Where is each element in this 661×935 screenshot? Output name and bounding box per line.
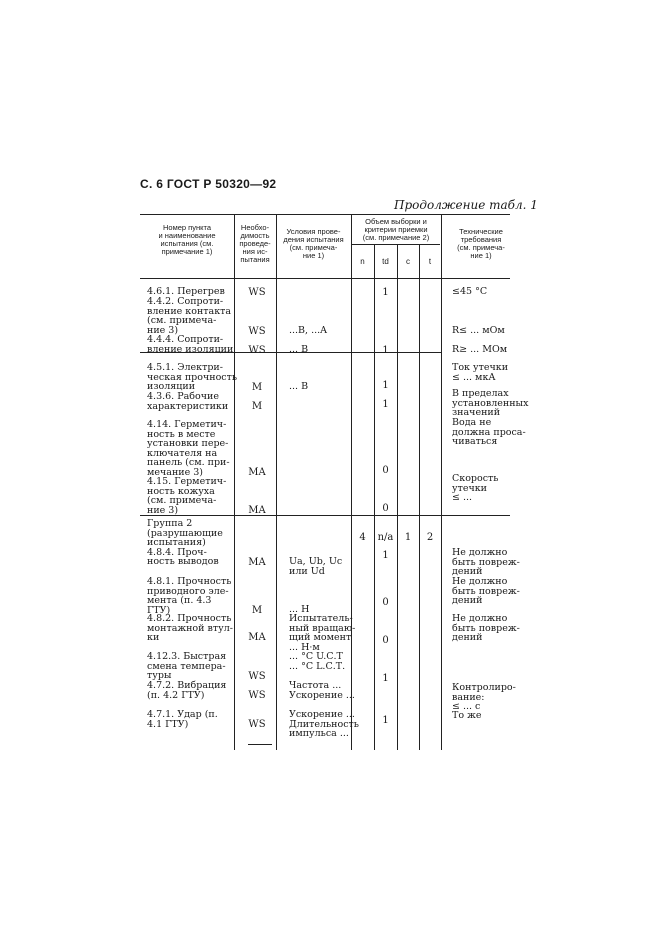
need-column-end	[248, 744, 272, 745]
table-row-n: 4	[359, 532, 366, 543]
text-line: быть повреж-	[452, 622, 520, 634]
col-divider-2	[276, 214, 277, 750]
text-line: ≤ ... мкА	[452, 371, 496, 383]
table-row-requirement	[452, 577, 518, 606]
text-line: (см. примечание 2)	[362, 233, 430, 242]
text-line: 4.8.1. Прочность	[147, 576, 232, 587]
table-row-td: 1	[382, 550, 389, 561]
table-row-conditions	[289, 710, 359, 739]
table-row-item	[147, 519, 236, 567]
table-row-requirement	[452, 614, 518, 643]
table-row-td: 0	[382, 465, 389, 476]
table-row-necessity: MA	[248, 505, 266, 516]
text-line: Не должно	[452, 613, 508, 624]
text-line: установленных	[452, 397, 529, 409]
text-line: (см. примеча-	[147, 495, 217, 507]
table-row-requirement	[452, 683, 518, 712]
text-line: ≤45 °C	[452, 286, 488, 297]
table-row-requirement	[452, 326, 518, 336]
table-row-conditions	[289, 345, 359, 355]
text-line: вление контакта	[147, 305, 232, 317]
table-header-rule	[140, 278, 510, 279]
text-line: критерии приемки	[364, 225, 428, 234]
table-row-necessity: M	[251, 605, 263, 616]
text-line: ≤ ... с	[452, 701, 481, 713]
text-line: ... B	[289, 344, 309, 355]
text-line: вание:	[452, 691, 485, 703]
text-line: дения испытания	[283, 235, 344, 244]
table-row-conditions	[289, 652, 359, 671]
text-line: Условия прове-	[286, 227, 341, 236]
header-t: t	[428, 257, 432, 266]
text-line: Скорость	[452, 473, 499, 484]
text-line: Частота ...	[289, 680, 342, 691]
col-divider-7	[441, 214, 442, 750]
text-line: ния ис-	[242, 247, 268, 256]
text-line: Вода не	[452, 417, 492, 428]
table-row-requirement	[452, 363, 518, 382]
table-row-td: 1	[382, 673, 389, 684]
text-line: ...B, ...A	[289, 325, 327, 336]
text-line: характеристики	[147, 400, 229, 412]
text-line: Ua, Ub, Uc	[289, 556, 343, 567]
table-row-requirement	[452, 388, 529, 419]
text-line: Ускорение ...	[289, 689, 355, 701]
header-n: n	[360, 257, 365, 266]
table-row-necessity: WS	[248, 690, 266, 701]
table-row-td: 0	[382, 635, 389, 646]
text-line: ный вращаю-	[289, 622, 356, 634]
text-line: 4.1 ГТУ)	[147, 718, 189, 730]
text-line: ность в месте	[147, 428, 216, 440]
table-row-necessity: WS	[248, 719, 266, 730]
text-line: 4.5.1. Электри-	[147, 362, 223, 373]
table-row-necessity: M	[251, 401, 263, 412]
table-row-t: 2	[426, 532, 434, 543]
page-title: С. 6 ГОСТ Р 50320—92	[140, 177, 277, 191]
table-row-item	[147, 652, 236, 681]
text-line: (см. примеча-	[147, 315, 217, 327]
text-line: 4.15. Герметич-	[147, 476, 227, 487]
text-line: ... °С U.С.Т	[289, 651, 343, 662]
col-divider-6	[419, 244, 420, 750]
text-line: 4.4.2. Сопроти-	[147, 296, 224, 307]
text-line: проведе-	[239, 239, 271, 248]
table-row-td: 1	[382, 287, 389, 298]
text-line: панель (см. при-	[147, 457, 230, 469]
text-line: Объем выборки и	[365, 217, 427, 226]
table-row-necessity: WS	[248, 326, 266, 337]
text-line: ние 1)	[302, 251, 325, 260]
text-line: или Ud	[289, 565, 325, 577]
text-line: 4.6.1. Перегрев	[147, 286, 225, 297]
text-line: (п. 4.2 ГТУ)	[147, 689, 205, 701]
text-line: ... B	[289, 381, 309, 392]
text-line: R≥ ... МОм	[452, 344, 508, 355]
text-line: смена темпера-	[147, 660, 226, 672]
text-line: должна проса-	[452, 426, 526, 438]
text-line: 4.8.4. Проч-	[147, 546, 207, 558]
text-line: R≤ ... мОм	[452, 325, 505, 336]
table-row-necessity: WS	[248, 345, 266, 356]
table-row-item	[147, 420, 236, 478]
table-row-item	[147, 577, 236, 615]
group-header-rule	[351, 244, 440, 245]
table-row-necessity: WS	[248, 287, 266, 298]
table-row-conditions	[289, 681, 359, 700]
text-line: Не должно	[452, 547, 508, 558]
text-line: Длительность	[289, 718, 359, 730]
header-necessity	[234, 224, 276, 264]
table-row-requirement	[452, 287, 518, 297]
text-line: ние 1)	[470, 251, 492, 260]
table-row-td: 1	[382, 715, 389, 726]
text-line: быть повреж-	[452, 556, 520, 568]
text-line: испытания (см.	[160, 239, 214, 248]
table-row-necessity: M	[251, 382, 263, 393]
header-td: td	[382, 257, 389, 266]
text-line: (см. примеча-	[457, 243, 505, 252]
text-line: ≤ ...	[452, 492, 473, 504]
text-line: ческая прочность	[147, 371, 238, 383]
text-line: Номер пункта	[162, 223, 211, 232]
text-line: импульса ...	[289, 728, 349, 740]
header-sample-group	[351, 218, 441, 242]
text-line: Ускорение ...	[289, 709, 355, 720]
table-row-item	[147, 363, 236, 392]
text-line: дений	[452, 632, 483, 644]
table-row-conditions	[289, 614, 359, 652]
text-line: дений	[452, 566, 483, 578]
table-row-requirement	[452, 711, 518, 721]
table-row-td: 0	[382, 503, 389, 514]
table-row-td: 1	[382, 380, 389, 391]
text-line: ключателя на	[147, 447, 218, 459]
text-line: испытания)	[147, 537, 206, 549]
text-line: Технические	[459, 227, 503, 236]
table-row-item	[147, 477, 236, 515]
text-line: Не должно	[452, 576, 508, 587]
text-line: 4.8.2. Прочность	[147, 613, 232, 624]
text-line: ние 3)	[147, 504, 179, 516]
table-row-c: 1	[404, 532, 412, 543]
table-row-td: 0	[382, 597, 389, 608]
text-line: То же	[452, 710, 482, 721]
text-line: димость	[240, 231, 270, 240]
table-row-necessity: MA	[248, 632, 266, 643]
text-line: приводного эле-	[147, 585, 229, 597]
text-line: Необхо-	[240, 223, 270, 232]
table-row-conditions	[289, 382, 359, 392]
text-line: Группа 2	[147, 518, 193, 529]
text-line: Контролиро-	[452, 682, 516, 693]
header-tech-requirements	[441, 228, 521, 260]
table-row-conditions	[289, 557, 359, 576]
table-row-requirement	[452, 548, 518, 577]
text-line: дений	[452, 595, 483, 607]
text-line: (см. примеча-	[289, 243, 338, 252]
table-row-requirement	[452, 417, 526, 448]
col-divider-5	[397, 244, 398, 750]
table-row-td: 1	[382, 399, 389, 410]
table-row-necessity: MA	[248, 467, 266, 478]
text-line: 4.14. Герметич-	[147, 419, 227, 430]
text-line: 4.3.6. Рабочие	[147, 391, 219, 402]
header-c: c	[406, 257, 410, 266]
table-row-requirement	[452, 345, 518, 355]
text-line: Ток утечки	[452, 362, 509, 373]
text-line: требования	[460, 235, 502, 244]
text-line: установки пере-	[147, 438, 229, 450]
text-line: ... Н·м	[289, 641, 320, 653]
header-item-number	[140, 224, 234, 256]
table-row-item	[147, 392, 236, 411]
text-line: изоляции	[147, 381, 196, 393]
text-line: чиваться	[452, 436, 498, 448]
table-top-rule	[140, 214, 510, 215]
text-line: быть повреж-	[452, 585, 520, 597]
text-line: мечание 3)	[147, 466, 204, 478]
table-row-item	[147, 614, 236, 643]
text-line: примечание 1)	[161, 247, 213, 256]
table-row-necessity: WS	[248, 671, 266, 682]
text-line: пытания	[240, 255, 270, 264]
text-line: Испытатель-	[289, 613, 353, 624]
text-line: 4.4.4. Сопроти-	[147, 334, 224, 345]
text-line: ность кожуха	[147, 485, 215, 497]
text-line: ние 3)	[147, 324, 179, 336]
table-row-conditions	[289, 326, 359, 336]
table-row-item	[147, 710, 236, 729]
table-row-necessity: MA	[248, 557, 266, 568]
text-line: 4.7.1. Удар (п.	[147, 709, 218, 720]
table-row-item	[147, 681, 236, 700]
text-line: значений	[452, 407, 501, 419]
text-line: ... Н	[289, 604, 310, 615]
table-row-item	[147, 335, 236, 354]
text-line: и наименование	[158, 231, 216, 240]
text-line: мента (п. 4.3	[147, 595, 212, 607]
text-line: 4.12.3. Быстрая	[147, 651, 227, 662]
table-continuation-label: Продолжение табл. 1	[394, 198, 538, 212]
table-row-requirement	[452, 474, 518, 503]
text-line: (разрушающие	[147, 527, 223, 539]
text-line: ГТУ)	[147, 604, 171, 616]
text-line: 4.7.2. Вибрация	[147, 680, 227, 691]
text-line: ки	[147, 632, 160, 644]
text-line: туры	[147, 670, 172, 682]
table-row-td: 1	[382, 345, 389, 356]
text-line: утечки	[452, 482, 488, 494]
header-conditions	[276, 228, 351, 260]
text-line: ность выводов	[147, 556, 219, 568]
text-line: монтажной втул-	[147, 622, 233, 634]
text-line: В пределах	[452, 388, 509, 399]
text-line: щий момент	[289, 632, 352, 644]
text-line: вление изоляции	[147, 343, 234, 355]
table-row-item	[147, 297, 236, 335]
text-line: ... °С L.С.Т.	[289, 660, 346, 672]
table-row-td: n/a	[377, 532, 394, 543]
